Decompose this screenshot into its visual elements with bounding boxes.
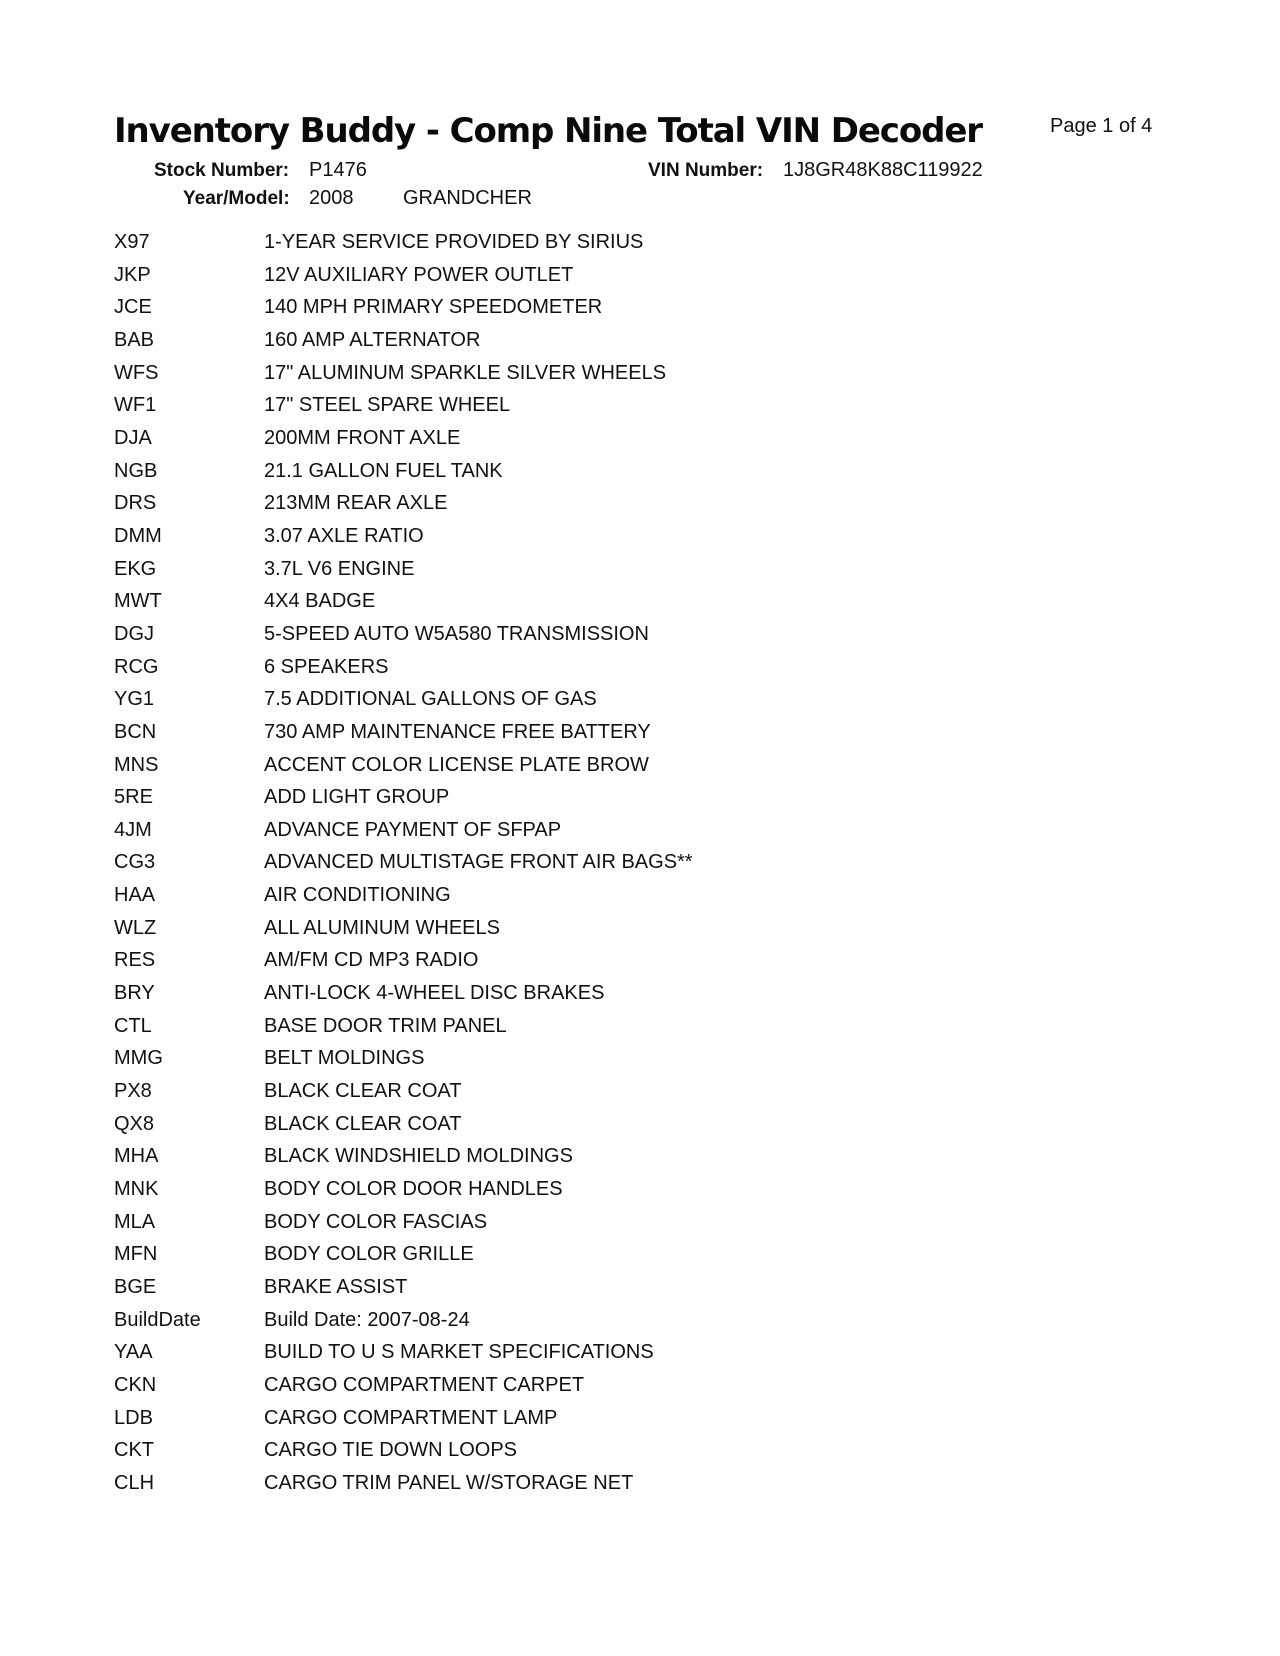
option-description: 3.7L V6 ENGINE	[264, 557, 415, 580]
option-code: BAB	[114, 328, 155, 351]
option-description: BELT MOLDINGS	[264, 1047, 425, 1070]
option-code: MFN	[114, 1243, 158, 1266]
option-code: RCG	[114, 655, 159, 678]
option-code: CKN	[114, 1373, 157, 1396]
option-description: 1-YEAR SERVICE PROVIDED BY SIRIUS	[264, 231, 644, 253]
option-description: 17" STEEL SPARE WHEEL	[264, 394, 511, 417]
page-indicator: Page 1 of 4	[1050, 115, 1153, 137]
option-code: WFS	[114, 361, 159, 384]
option-description: 213MM REAR AXLE	[264, 492, 448, 515]
option-description: BLACK WINDSHIELD MOLDINGS	[264, 1145, 573, 1168]
option-description: 4X4 BADGE	[264, 590, 376, 613]
option-code: YAA	[114, 1341, 153, 1364]
option-description: BODY COLOR DOOR HANDLES	[264, 1178, 563, 1201]
option-code: BGE	[114, 1276, 157, 1298]
option-description: 200MM FRONT AXLE	[264, 426, 461, 449]
option-description: BODY COLOR GRILLE	[264, 1243, 474, 1266]
option-code: WLZ	[114, 916, 157, 939]
option-description: 12V AUXILIARY POWER OUTLET	[264, 263, 574, 286]
option-code: HAA	[114, 884, 156, 907]
stock-number-value: P1476	[309, 159, 367, 181]
option-code: BRY	[114, 982, 155, 1005]
option-description: 160 AMP ALTERNATOR	[264, 328, 481, 351]
option-code: RES	[114, 949, 156, 972]
option-description: ALL ALUMINUM WHEELS	[264, 916, 500, 939]
option-description: BODY COLOR FASCIAS	[264, 1210, 488, 1233]
option-code: CKT	[114, 1439, 154, 1462]
vin-number-label: VIN Number:	[648, 160, 764, 181]
option-code: WF1	[114, 394, 157, 417]
option-code: JKP	[114, 263, 151, 286]
option-description: CARGO COMPARTMENT LAMP	[264, 1406, 558, 1429]
option-description: Build Date: 2007-08-24	[264, 1308, 470, 1331]
model-value: GRANDCHER	[403, 187, 532, 209]
option-code: NGB	[114, 459, 158, 482]
option-code: MNK	[114, 1178, 159, 1201]
option-description: CARGO TRIM PANEL W/STORAGE NET	[264, 1471, 634, 1494]
option-description: BASE DOOR TRIM PANEL	[264, 1014, 507, 1037]
option-description: BRAKE ASSIST	[264, 1276, 408, 1298]
option-code: LDB	[114, 1406, 153, 1429]
option-code: MWT	[114, 590, 162, 613]
vin-number-value: 1J8GR48K88C119922	[783, 159, 983, 181]
option-description: ADVANCED MULTISTAGE FRONT AIR BAGS**	[264, 851, 693, 874]
option-code: QX8	[114, 1112, 155, 1135]
option-code: 5RE	[114, 786, 153, 809]
option-description: CARGO COMPARTMENT CARPET	[264, 1373, 585, 1396]
option-description: CARGO TIE DOWN LOOPS	[264, 1439, 517, 1462]
option-code: MHA	[114, 1145, 159, 1168]
option-code: EKG	[114, 557, 157, 580]
option-description: ADVANCE PAYMENT OF SFPAP	[264, 818, 562, 841]
year-value: 2008	[309, 187, 354, 209]
option-description: ACCENT COLOR LICENSE PLATE BROW	[264, 753, 649, 776]
option-description: BUILD TO U S MARKET SPECIFICATIONS	[264, 1341, 654, 1364]
option-description: BLACK CLEAR COAT	[264, 1080, 462, 1103]
report-title: Inventory Buddy - Comp Nine Total VIN Decoder	[114, 111, 982, 151]
option-code: PX8	[114, 1080, 152, 1103]
option-description: ANTI-LOCK 4-WHEEL DISC BRAKES	[264, 982, 605, 1005]
option-description: 140 MPH PRIMARY SPEEDOMETER	[264, 296, 603, 319]
option-description: 7.5 ADDITIONAL GALLONS OF GAS	[264, 688, 597, 711]
option-code: MLA	[114, 1210, 156, 1233]
option-description: 3.07 AXLE RATIO	[264, 524, 424, 547]
option-description: 17" ALUMINUM SPARKLE SILVER WHEELS	[264, 361, 667, 384]
option-code: CLH	[114, 1471, 155, 1494]
option-code: JCE	[114, 296, 152, 319]
option-description: 21.1 GALLON FUEL TANK	[264, 459, 503, 482]
year-model-label: Year/Model:	[183, 188, 290, 209]
option-description: ADD LIGHT GROUP	[264, 786, 450, 809]
option-description: 730 AMP MAINTENANCE FREE BATTERY	[264, 720, 651, 743]
stock-number-label: Stock Number:	[154, 160, 290, 181]
option-code: DMM	[114, 524, 162, 547]
option-code: DGJ	[114, 622, 154, 645]
option-description: BLACK CLEAR COAT	[264, 1112, 462, 1135]
option-description: AIR CONDITIONING	[264, 884, 451, 907]
option-description: 5-SPEED AUTO W5A580 TRANSMISSION	[264, 622, 649, 645]
option-description: 6 SPEAKERS	[264, 655, 389, 678]
option-code: BuildDate	[114, 1308, 201, 1331]
option-code: 4JM	[114, 818, 152, 841]
option-code: CG3	[114, 851, 156, 874]
option-code: CTL	[114, 1014, 152, 1037]
option-code: DJA	[114, 426, 152, 449]
option-code: X97	[114, 231, 150, 253]
option-code: MNS	[114, 753, 159, 776]
option-description: AM/FM CD MP3 RADIO	[264, 949, 479, 972]
option-code: YG1	[114, 688, 155, 711]
option-code: BCN	[114, 720, 157, 743]
option-code: DRS	[114, 492, 157, 515]
option-code: MMG	[114, 1047, 163, 1070]
